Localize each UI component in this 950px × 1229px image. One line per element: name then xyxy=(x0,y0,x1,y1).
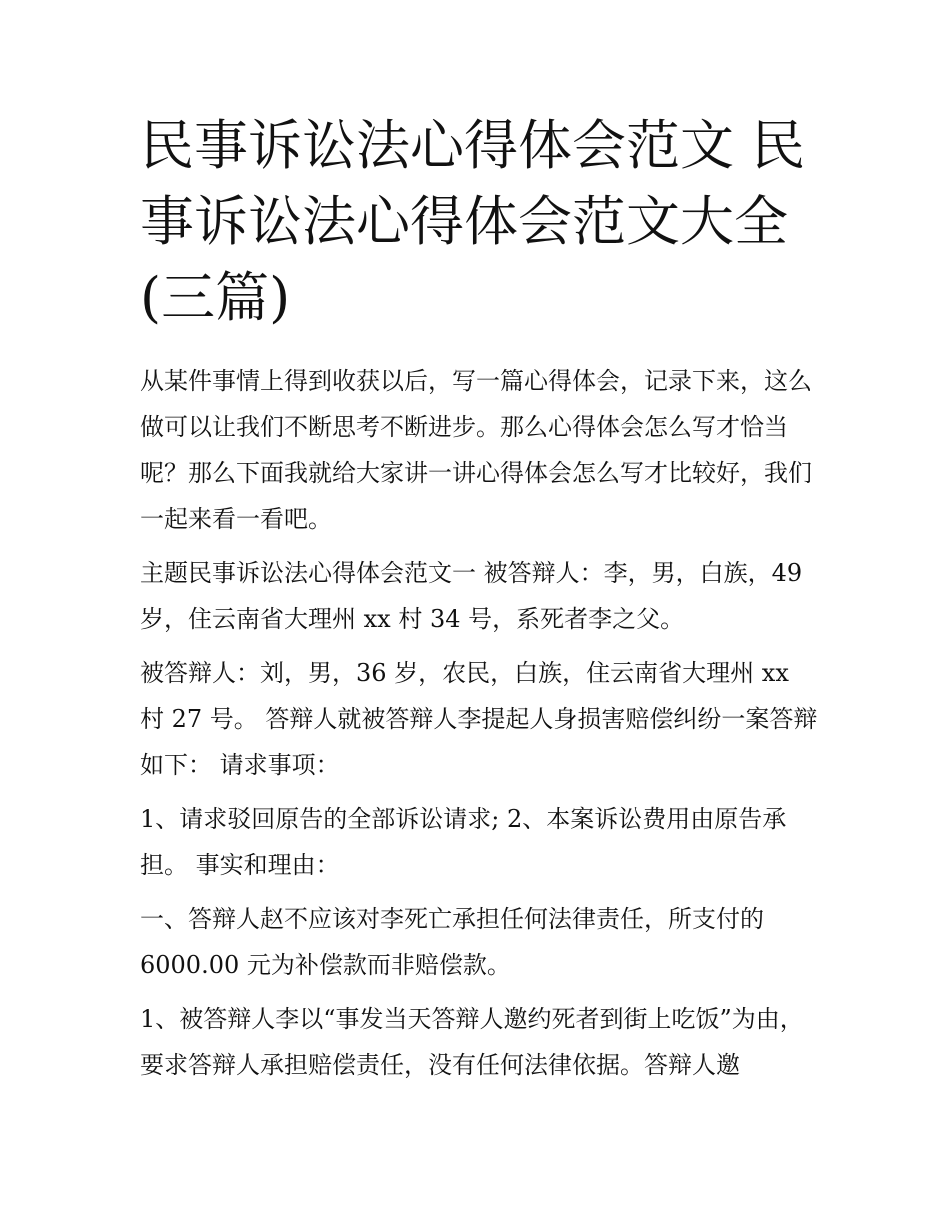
paragraph-respondent-li: 主题民事诉讼法心得体会范文一 被答辩人：李，男，白族，49 岁，住云南省大理州 xx 村 34 号，系死者李之父。 xyxy=(140,559,803,633)
document-body xyxy=(140,358,820,1096)
paragraph-requests: 1、请求驳回原告的全部诉讼请求; 2、本案诉讼费用由原告承担。 事实和理由： xyxy=(140,805,787,879)
paragraph-respondent-liu: 被答辩人：刘，男，36 岁，农民，白族，住云南省大理州 xx 村 27 号。 答辩人就被答辩人李提起人身损害赔偿纠纷一案答辩如下： 请求事项： xyxy=(140,659,818,779)
paragraph-intro: 从某件事情上得到收获以后，写一篇心得体会，记录下来，这么做可以让我们不断思考不断进步。那么心得体会怎么写才恰当呢？那么下面我就给大家讲一讲心得体会怎么写才比较好，我们一起来看一看吧。 xyxy=(140,367,812,533)
document-title: 民事诉讼法心得体会范文 民事诉讼法心得体会范文大全(三篇) xyxy=(140,114,806,329)
paragraph-reason-one-item-one: 1、被答辩人李以“事发当天答辩人邀约死者到街上吃饭”为由，要求答辩人承担赔偿责任，没有任何法律依据。答辩人邀 xyxy=(140,1005,804,1079)
paragraph-reason-one: 一、答辩人赵不应该对李死亡承担任何法律责任，所支付的 6000.00 元为补偿款而非赔偿款。 xyxy=(140,905,764,979)
